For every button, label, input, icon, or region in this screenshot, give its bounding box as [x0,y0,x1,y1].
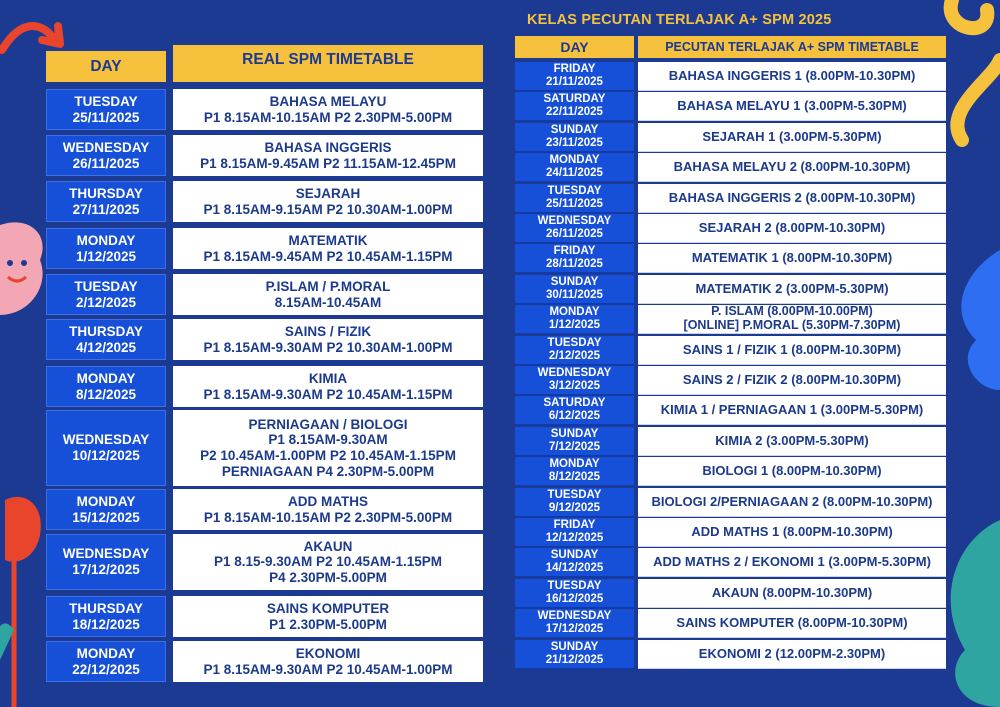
red-tulip-decoration [0,490,48,707]
subject-time: P1 8.15AM-9.30AM P2 10.45AM-1.00PM [203,661,453,677]
day-name: SATURDAY [543,396,606,409]
left-subject-cell [173,534,483,590]
day-date: 28/11/2025 [546,258,603,270]
right-subject-cell [638,184,946,213]
right-day-cell [515,123,634,152]
right-subject-cell [638,123,946,152]
right-day-cell [515,153,634,182]
day-name: THURSDAY [69,323,143,339]
day-date: 27/11/2025 [72,201,140,217]
day-date: 25/11/2025 [72,109,140,125]
left-day-cell [46,410,166,486]
day-name: SUNDAY [550,123,599,136]
session-text: SAINS 1 / FIZIK 1 (8.00PM-10.30PM) [682,341,902,357]
day-name: MONDAY [549,457,600,470]
left-day-cell [46,89,166,130]
day-date: 24/11/2025 [546,167,603,179]
day-date: 30/11/2025 [546,289,603,301]
subject-time: P1 8.15-9.30AM P2 10.45AM-1.15PM [213,554,443,570]
left-day-cell [46,135,166,176]
left-subject-cell [173,489,483,530]
right-day-cell [515,518,634,547]
session-text: SAINS 2 / FIZIK 2 (8.00PM-10.30PM) [682,371,902,387]
right-subject-cell [638,548,946,577]
day-date: 21/12/2025 [545,654,604,666]
day-date: 25/11/2025 [546,198,603,210]
subject-time: P1 8.15AM-9.45AM P2 10.45AM-1.15PM [203,248,453,264]
left-subject-cell [173,596,483,637]
left-day-cell [46,641,166,682]
subject-time: P1 8.15AM-9.30AM P2 10.30AM-1.00PM [203,339,453,355]
left-day-cell [46,181,166,222]
session-text: MATEMATIK 1 (8.00PM-10.30PM) [691,249,893,265]
day-date: 22/11/2025 [546,106,603,118]
day-name: TUESDAY [74,278,138,294]
left-subject-cell [173,274,483,315]
day-name: SATURDAY [543,92,606,105]
right-subject-cell [638,275,946,304]
subject-name: KIMIA [308,370,348,386]
right-day-cell [515,488,634,517]
session-text: KIMIA 2 (3.00PM-5.30PM) [715,432,869,448]
day-name: MONDAY [76,370,136,386]
left-day-cell [46,489,166,530]
right-day-cell [515,214,634,243]
day-date: 17/12/2025 [72,562,140,577]
right-day-cell [515,609,634,638]
subject-name: SEJARAH [295,185,361,201]
session-text: BAHASA MELAYU 1 (3.00PM-5.30PM) [677,97,907,113]
left-day-cell [46,596,166,637]
day-name: THURSDAY [69,185,143,201]
day-name: FRIDAY [553,62,596,75]
subject-name: BAHASA INGGERIS [264,139,392,155]
right-day-cell [515,579,634,608]
right-day-cell [515,427,634,456]
day-date: 8/12/2025 [548,471,601,483]
left-subject-cell [173,366,483,407]
day-date: 12/12/2025 [545,532,604,544]
session-text: KIMIA 1 / PERNIAGAAN 1 (3.00PM-5.30PM) [660,401,924,417]
day-name: TUESDAY [547,488,602,501]
day-name: MONDAY [76,645,136,661]
subject-name: BAHASA MELAYU [269,93,387,109]
day-name: SUNDAY [550,548,599,561]
right-day-header: DAY [515,36,634,58]
subject-time: P2 10.45AM-1.00PM P2 10.45AM-1.15PM [200,448,456,463]
day-date: 1/12/2025 [75,248,137,264]
day-name: FRIDAY [553,518,596,531]
subject-time: P1 8.15AM-9.15AM P2 10.30AM-1.00PM [203,201,453,217]
right-day-cell [515,640,634,669]
left-subject-cell [173,228,483,269]
session-text: P. ISLAM (8.00PM-10.00PM) [711,304,873,319]
session-text: BAHASA INGGERIS 2 (8.00PM-10.30PM) [668,189,916,205]
subject-name: ADD MATHS [288,493,368,509]
right-subject-cell [638,305,946,334]
right-subject-cell [638,244,946,273]
day-name: THURSDAY [69,600,143,616]
day-date: 16/12/2025 [545,593,604,605]
right-day-cell [515,457,634,486]
session-text: SAINS KOMPUTER (8.00PM-10.30PM) [676,614,908,630]
left-timetable-header: REAL SPM TIMETABLE [173,45,483,82]
left-subject-cell [173,181,483,222]
page-title: KELAS PECUTAN TERLAJAK A+ SPM 2025 [527,12,832,28]
blue-blob-decoration [946,250,1000,390]
right-subject-cell [638,609,946,638]
day-name: WEDNESDAY [537,214,612,227]
day-name: WEDNESDAY [62,139,150,155]
right-day-cell [515,62,634,91]
subject-time: P1 8.15AM-9.30AM [268,432,388,448]
left-day-cell [46,319,166,360]
subject-time: P1 8.15AM-10.15AM P2 2.30PM-5.00PM [203,109,453,125]
day-date: 2/12/2025 [75,294,137,310]
day-name: SUNDAY [550,640,599,653]
session-text: MATEMATIK 2 (3.00PM-5.30PM) [695,280,889,296]
day-name: FRIDAY [553,244,596,257]
day-name: MONDAY [549,153,600,166]
day-name: SUNDAY [550,427,599,440]
left-day-cell [46,366,166,407]
subject-time: P4 2.30PM-5.00PM [269,569,387,585]
session-text: ADD MATHS 1 (8.00PM-10.30PM) [691,523,893,539]
subject-time: PERNIAGAAN P4 2.30PM-5.00PM [221,463,435,479]
day-name: TUESDAY [547,184,602,197]
day-name: SUNDAY [550,275,599,288]
session-text: BAHASA INGGERIS 1 (8.00PM-10.30PM) [668,67,916,83]
day-date: 18/12/2025 [72,616,140,632]
day-date: 14/12/2025 [545,562,604,574]
left-day-cell [46,534,166,590]
day-date: 2/12/2025 [548,350,601,362]
subject-name: EKONOMI [295,645,361,661]
right-subject-cell [638,214,946,243]
subject-time: P1 8.15AM-9.45AM P2 11.15AM-12.45PM [200,155,456,171]
day-name: TUESDAY [547,336,602,349]
day-date: 9/12/2025 [548,502,601,514]
right-day-cell [515,244,634,273]
day-date: 26/11/2025 [72,155,140,171]
right-timetable-header: PECUTAN TERLAJAK A+ SPM TIMETABLE [638,36,946,58]
day-date: 7/12/2025 [548,441,601,453]
day-name: TUESDAY [74,93,138,109]
left-subject-cell [173,319,483,360]
day-name: WEDNESDAY [537,366,612,379]
subject-time: P1 2.30PM-5.00PM [269,616,387,632]
subject-name: SAINS / FIZIK [284,323,372,339]
day-date: 4/12/2025 [75,339,137,355]
right-subject-cell [638,488,946,517]
session-text: BIOLOGI 1 (8.00PM-10.30PM) [702,462,882,478]
right-subject-cell [638,92,946,121]
left-day-header: DAY [46,51,166,82]
session-text: SEJARAH 2 (8.00PM-10.30PM) [698,219,886,235]
subject-name: P.ISLAM / P.MORAL [265,278,391,294]
pink-smiley-flower-decoration [0,215,48,325]
right-day-cell [515,184,634,213]
day-name: MONDAY [549,305,600,318]
right-subject-cell [638,640,946,669]
right-subject-cell [638,518,946,547]
day-date: 22/12/2025 [72,661,140,677]
left-subject-cell [173,641,483,682]
day-date: 23/11/2025 [546,137,603,149]
right-day-cell [515,396,634,425]
right-subject-cell [638,427,946,456]
right-day-cell [515,336,634,365]
session-text: ADD MATHS 2 / EKONOMI 1 (3.00PM-5.30PM) [653,553,931,569]
day-name: MONDAY [76,493,136,509]
session-text: AKAUN (8.00PM-10.30PM) [711,584,873,600]
day-name: TUESDAY [547,579,602,592]
day-date: 17/12/2025 [545,623,604,635]
session-text: BIOLOGI 2/PERNIAGAAN 2 (8.00PM-10.30PM) [651,493,933,509]
day-date: 10/12/2025 [72,448,140,463]
day-date: 15/12/2025 [72,509,140,525]
day-name: WEDNESDAY [537,609,612,622]
left-subject-cell [173,410,483,486]
session-text: BAHASA MELAYU 2 (8.00PM-10.30PM) [673,158,911,174]
left-day-cell [46,228,166,269]
subject-name: SAINS KOMPUTER [266,600,390,616]
right-subject-cell [638,396,946,425]
session-text: [ONLINE] P.MORAL (5.30PM-7.30PM) [683,318,901,332]
subject-name: MATEMATIK [288,232,368,248]
right-subject-cell [638,579,946,608]
subject-name: PERNIAGAAN / BIOLOGI [248,416,408,432]
right-subject-cell [638,366,946,395]
day-date: 26/11/2025 [546,228,603,240]
right-day-cell [515,275,634,304]
session-text: SEJARAH 1 (3.00PM-5.30PM) [702,128,882,144]
left-subject-cell [173,135,483,176]
left-subject-cell [173,89,483,130]
day-date: 6/12/2025 [548,410,601,422]
left-day-cell [46,274,166,315]
subject-name: AKAUN [303,538,353,554]
day-name: WEDNESDAY [62,546,150,562]
subject-time: P1 8.15AM-10.15AM P2 2.30PM-5.00PM [203,509,453,525]
day-date: 21/11/2025 [546,76,603,88]
day-date: 1/12/2025 [548,319,601,331]
right-day-cell [515,305,634,334]
day-name: WEDNESDAY [62,432,150,448]
right-day-cell [515,548,634,577]
right-subject-cell [638,457,946,486]
session-text: EKONOMI 2 (12.00PM-2.30PM) [698,645,886,661]
right-day-cell [515,366,634,395]
day-name: MONDAY [76,232,136,248]
right-subject-cell [638,336,946,365]
subject-time: 8.15AM-10.45AM [274,294,382,310]
day-date: 3/12/2025 [548,380,601,392]
right-day-cell [515,92,634,121]
right-subject-cell [638,62,946,91]
day-date: 8/12/2025 [75,386,137,402]
right-subject-cell [638,153,946,182]
subject-time: P1 8.15AM-9.30AM P2 10.45AM-1.15PM [203,386,453,402]
